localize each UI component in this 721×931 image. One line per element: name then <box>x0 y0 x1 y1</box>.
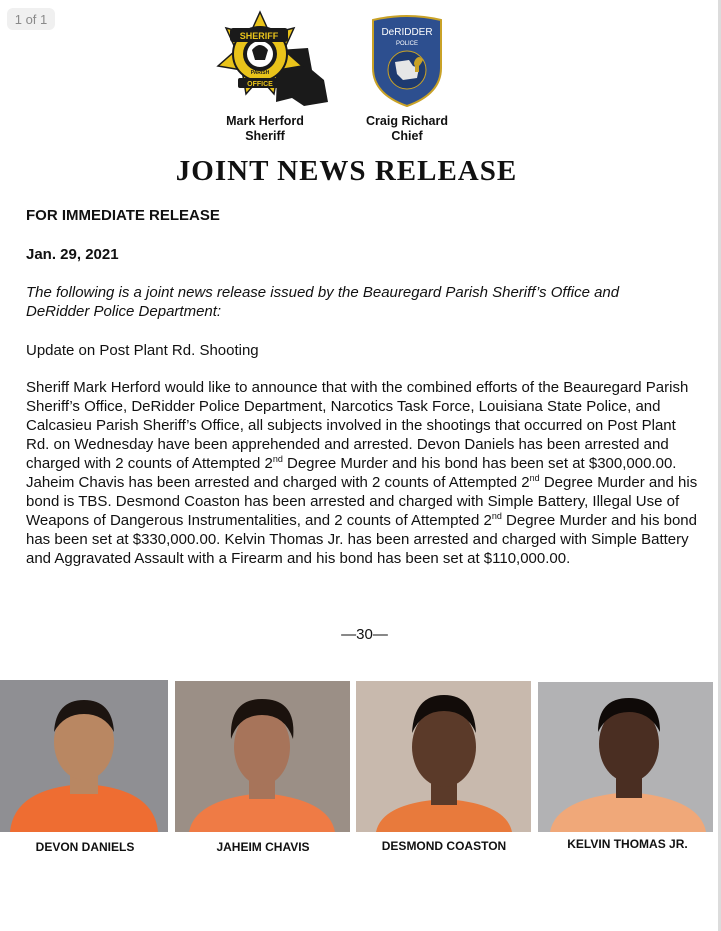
sheriff-badge-logo <box>216 10 330 110</box>
ordinal-suffix: nd <box>272 454 283 464</box>
official-sheriff <box>215 114 315 144</box>
intro-paragraph: The following is a joint news release issued by the Beauregard Parish Sheriff’s Office and DeRidder Police Department: <box>26 284 620 320</box>
official-title: Sheriff <box>245 129 285 143</box>
body-paragraph <box>26 378 698 568</box>
for-immediate-release: FOR IMMEDIATE RELEASE <box>26 207 220 224</box>
headline: JOINT NEWS RELEASE <box>175 155 518 187</box>
release-date: Jan. 29, 2021 <box>26 246 119 263</box>
body-part-3: Degree Murder and his bond is TBS. Desmond Coaston has been arrested and charged with Simple Battery, Illegal Use of Weapons of Dangerous Instrumentalities, and 2 counts of Attempted 2 <box>26 474 698 529</box>
body-part-4: Degree Murder and his bond has been set at $330,000.00. Kelvin Thomas Jr. has been arrested and charged with Simple Battery and Aggravated Assault with a Firearm and his bond has been set at $110,000.00. <box>26 512 697 567</box>
subject-line: Update on Post Plant Rd. Shooting <box>26 342 259 359</box>
person-photo-icon <box>0 680 168 832</box>
police-patch-logo <box>369 14 445 108</box>
body-part-1: Sheriff Mark Herford would like to announce that with the combined efforts of the Beauregard Parish Sheriff’s Office, DeRidder Police Department, Narcotics Task Force, Louisiana State Police, and Calcasieu Parish Sheriff’s Office, all subjects involved in the shootings that occurred on Post Plant Rd. on Wednesday have been apprehended and arrested. Devon Daniels has been arrested and charged with 2 counts of Attempted 2 <box>26 379 689 472</box>
sheriff-star-badge-icon <box>216 10 330 110</box>
patch-text-sub: POLICE <box>395 41 419 47</box>
mugshot-caption: DESMOND COASTON <box>381 839 507 853</box>
official-name: Mark Herford <box>226 114 304 128</box>
mugshot-photo <box>356 681 531 832</box>
official-chief <box>357 114 457 144</box>
badge-text-mid: PARISH <box>250 70 270 76</box>
ordinal-suffix: nd <box>529 473 540 483</box>
page-counter: 1 of 1 <box>7 8 55 30</box>
patch-text-top: DeRIDDER <box>381 27 433 38</box>
official-name: Craig Richard <box>366 114 448 128</box>
mugshot-caption: DEVON DANIELS <box>35 840 135 854</box>
ordinal-suffix: nd <box>491 511 502 521</box>
badge-text-bottom: OFFICE <box>247 81 273 88</box>
official-title: Chief <box>391 129 423 143</box>
deridder-police-patch-icon <box>369 14 445 108</box>
mugshot-caption: KELVIN THOMAS JR. <box>567 837 688 851</box>
mugshot-photo <box>0 680 168 832</box>
body-part-2: Degree Murder and his bond has been set at $300,000.00. Jaheim Chavis has been arrested and charged with 2 counts of Attempted 2 <box>26 455 677 491</box>
mugshot-caption: JAHEIM CHAVIS <box>216 840 310 854</box>
person-photo-icon <box>538 682 713 832</box>
person-photo-icon <box>175 681 350 832</box>
mugshot-photo <box>538 682 713 832</box>
sign-off: —30— <box>341 626 388 643</box>
mugshot-photo <box>175 681 350 832</box>
person-photo-icon <box>356 681 531 832</box>
badge-text-top: SHERIFF <box>239 31 279 41</box>
